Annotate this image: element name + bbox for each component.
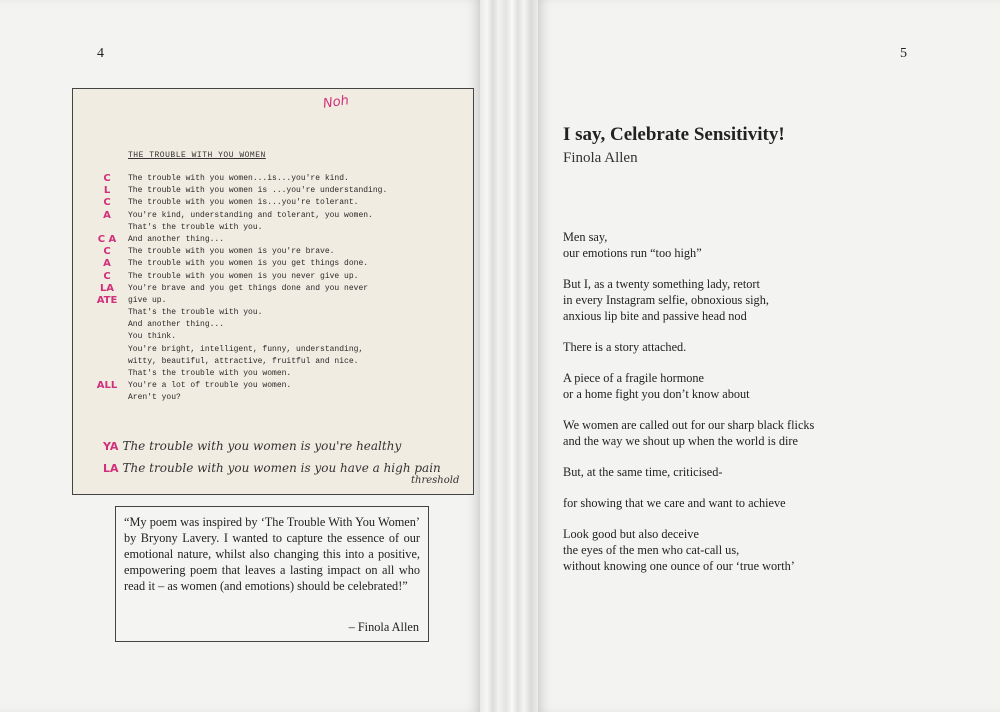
poem-line: or a home fight you don’t know about: [563, 387, 750, 401]
quote-author: – Finola Allen: [348, 620, 419, 634]
typescript-line: And another thing...: [128, 320, 225, 330]
margin-mark: [87, 222, 127, 234]
poem-stanza: [563, 417, 963, 449]
typescript-line: Aren't you?: [128, 393, 181, 403]
margin-mark: C A: [97, 233, 117, 245]
typescript-line: The trouble with you women is ...you're understanding.: [128, 186, 388, 196]
poem-stanza: [563, 464, 963, 480]
typescript-line: You're bright, intelligent, funny, understanding,: [128, 344, 364, 354]
poem-line: and the way we shout up when the world is dire: [563, 434, 798, 448]
typescript-line: You're a lot of trouble you women.: [128, 381, 292, 391]
margin-mark: [87, 319, 127, 331]
margin-mark: C: [103, 173, 111, 184]
left-page-number: 4: [97, 46, 104, 61]
typescript-line: You think.: [128, 332, 177, 342]
right-page-number: 5: [900, 46, 907, 61]
typescript-line: witty, beautiful, attractive, fruitful and nice.: [128, 356, 359, 366]
poem-line: for showing that we care and want to achieve: [563, 496, 786, 510]
poem-line: We women are called out for our sharp black flicks: [563, 418, 815, 432]
poem-line: Men say,: [563, 230, 608, 244]
typescript-line: That's the trouble with you.: [128, 222, 263, 232]
typescript-lines: [128, 173, 468, 405]
poem-author: Finola Allen: [563, 150, 638, 166]
quote-text: “My poem was inspired by ‘The Trouble With You Women’ by Bryony Lavery. I wanted to capture the essence of our emotional nature, whilst also changing this into a positive, empowering poem that leaves a lasting impact on all who read it – as women (and emotions) should be celebrated!”: [124, 515, 420, 593]
quote-box: [115, 506, 429, 642]
margin-mark: C: [103, 246, 111, 258]
margin-mark: A: [103, 209, 111, 221]
typescript-line: The trouble with you women...is...you're kind.: [128, 174, 349, 183]
margin-mark: [87, 344, 127, 356]
poem-stanza: [563, 370, 963, 402]
poem-line: in every Instagram selfie, obnoxious sigh,: [563, 293, 769, 307]
margin-mark: [87, 331, 127, 343]
poem-stanza: [563, 276, 963, 324]
poem-body: [563, 229, 963, 589]
book-gutter: [480, 0, 538, 712]
poem-line: without knowing one ounce of our ‘true worth’: [563, 559, 795, 573]
typescript-title: THE TROUBLE WITH YOU WOMEN: [128, 151, 266, 160]
typescript-line: The trouble with you women is you never give up.: [128, 271, 359, 281]
typescript-line: That's the trouble with you women.: [128, 369, 292, 378]
margin-mark: ATE: [96, 294, 118, 306]
margin-mark: [87, 307, 127, 319]
margin-marks: [87, 173, 127, 417]
poem-title: I say, Celebrate Sensitivity!: [563, 124, 785, 145]
poem-line: A piece of a fragile hormone: [563, 371, 705, 385]
handwritten-line-2: LA The trouble with you women is you have a high pain: [103, 461, 441, 475]
poem-line: Look good but also deceive: [563, 527, 699, 541]
typescript-line: give up.: [128, 295, 167, 305]
annotated-typescript-image: [72, 88, 474, 495]
poem-line: There is a story attached.: [563, 340, 687, 354]
typescript-line: You're brave and you get things done and you never: [128, 283, 369, 293]
handwritten-line-1: YA The trouble with you women is you're healthy: [103, 439, 402, 453]
margin-mark: C: [103, 197, 111, 209]
margin-mark: ALL: [96, 380, 118, 392]
poem-stanza: [563, 526, 963, 574]
margin-mark: LA: [99, 282, 115, 294]
poem-stanza: [563, 339, 963, 355]
handwritten-line-3: threshold: [411, 475, 460, 486]
poem-line: our emotions run “too high”: [563, 246, 702, 260]
typescript-line: You're kind, understanding and tolerant, you women.: [128, 210, 373, 220]
typescript-line: That's the trouble with you.: [128, 308, 263, 318]
margin-mark: [87, 392, 127, 404]
margin-mark: C: [103, 270, 111, 282]
poem-line: anxious lip bite and passive head nod: [563, 309, 747, 323]
margin-mark: [87, 405, 127, 417]
poem-stanza: [563, 229, 963, 261]
margin-mark: L: [103, 185, 111, 197]
typescript-line: The trouble with you women is...you're tolerant.: [128, 198, 359, 208]
poem-line: But I, as a twenty something lady, retort: [563, 277, 760, 291]
typescript-line: And another thing...: [128, 234, 225, 244]
margin-mark: [87, 368, 127, 380]
typescript-line: The trouble with you women is you get things done.: [128, 259, 369, 269]
poem-stanza: [563, 495, 963, 511]
margin-mark: A: [103, 258, 111, 270]
poem-line: But, at the same time, criticised-: [563, 465, 723, 479]
margin-mark: [87, 356, 127, 368]
typescript-line: The trouble with you women is you're brave.: [128, 247, 335, 257]
handwritten-top-note: Noh: [322, 93, 350, 112]
poem-line: the eyes of the men who cat-call us,: [563, 543, 740, 557]
